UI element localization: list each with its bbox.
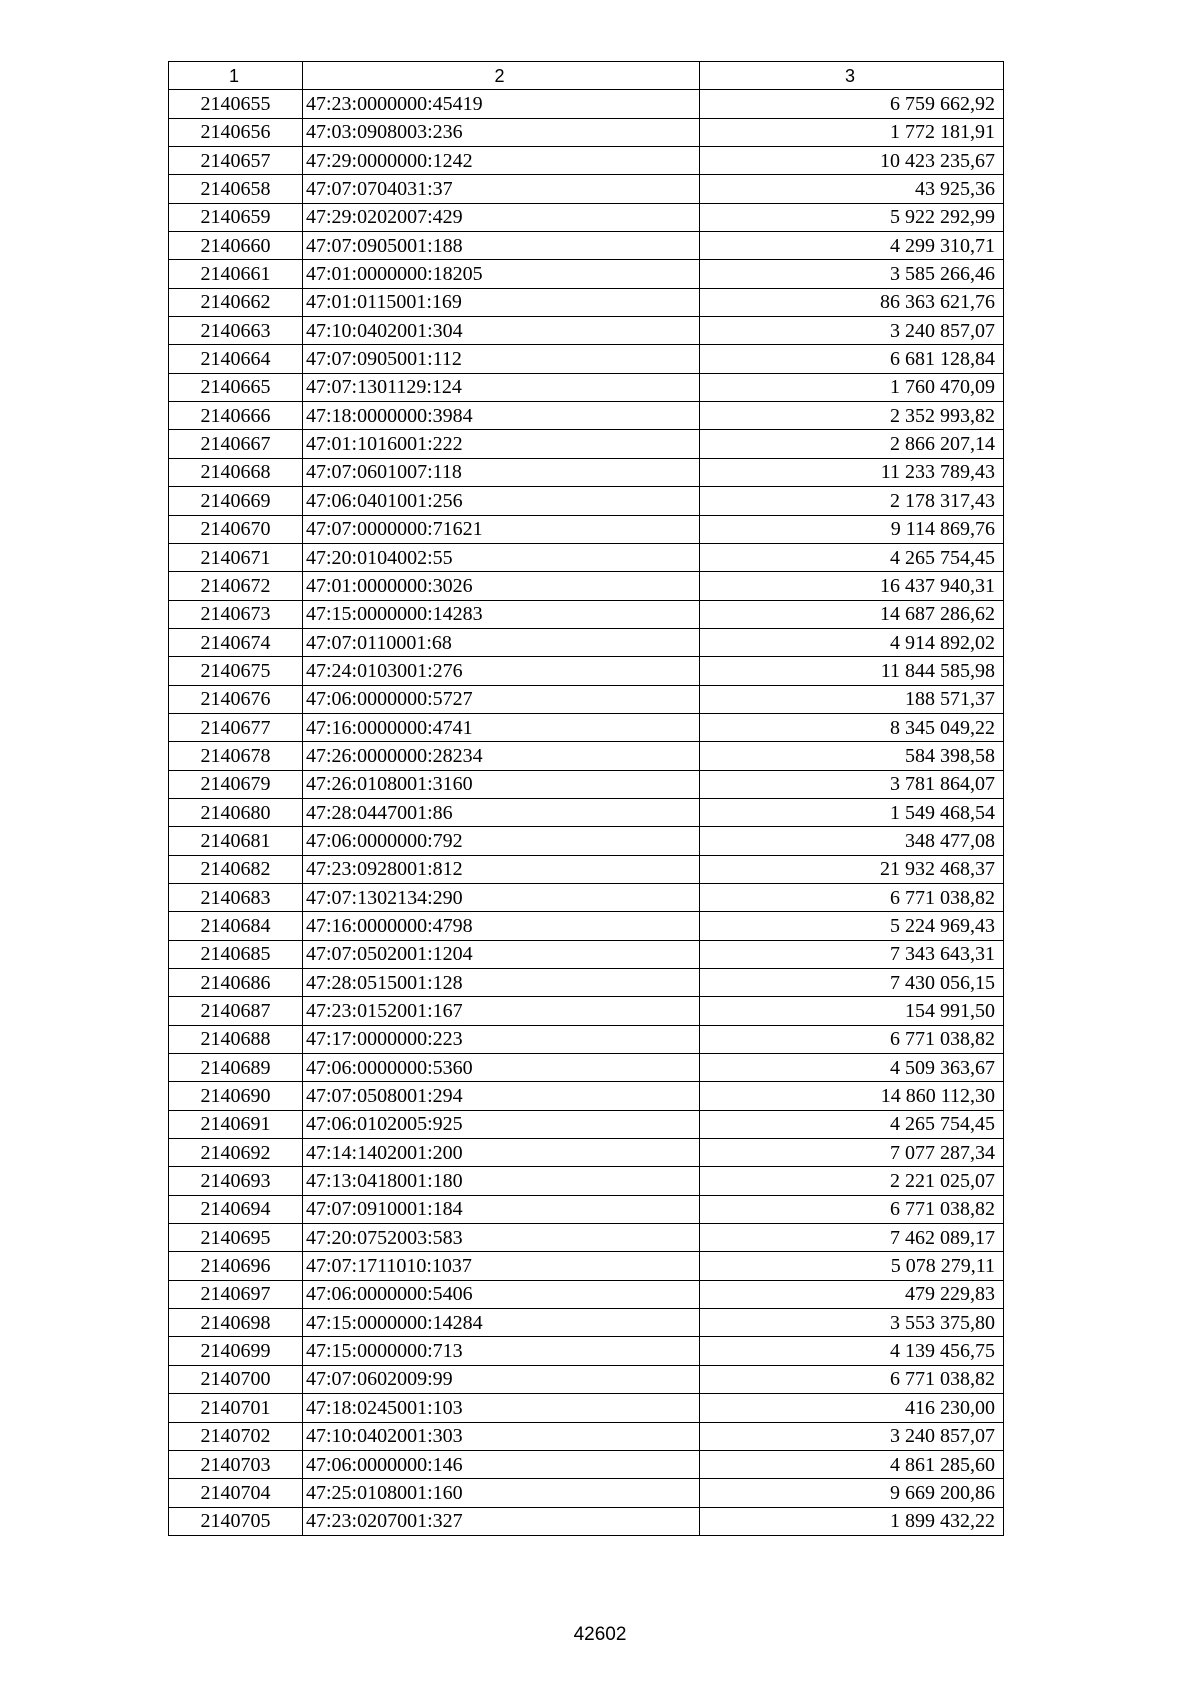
table-row [169,713,1004,741]
table-row [169,1394,1004,1422]
cadastral-number-cell: 47:07:1301129:124 [303,373,700,401]
cadastral-number-cell: 47:06:0102005:925 [303,1110,700,1138]
value-cell: 1 899 432,22 [700,1507,1004,1535]
cadastral-number-cell: 47:17:0000000:223 [303,1025,700,1053]
value-cell: 3 781 864,07 [700,770,1004,798]
cadastral-number-cell: 47:06:0000000:146 [303,1450,700,1478]
row-number-cell: 2140695 [169,1224,303,1252]
value-cell: 3 553 375,80 [700,1309,1004,1337]
value-cell: 479 229,83 [700,1280,1004,1308]
cadastral-number-cell: 47:07:0704031:37 [303,175,700,203]
cadastral-number-cell: 47:23:0207001:327 [303,1507,700,1535]
row-number-cell: 2140693 [169,1167,303,1195]
header-cell-3: 3 [700,62,1004,90]
cadastral-number-cell: 47:06:0000000:5727 [303,685,700,713]
value-cell: 416 230,00 [700,1394,1004,1422]
value-cell: 9 114 869,76 [700,515,1004,543]
row-number-cell: 2140677 [169,713,303,741]
cadastral-number-cell: 47:07:0110001:68 [303,628,700,656]
row-number-cell: 2140675 [169,657,303,685]
value-cell: 2 352 993,82 [700,402,1004,430]
cadastral-number-cell: 47:14:1402001:200 [303,1139,700,1167]
table-row [169,1422,1004,1450]
value-cell: 10 423 235,67 [700,147,1004,175]
cadastral-number-cell: 47:26:0108001:3160 [303,770,700,798]
table-body [169,90,1004,1536]
cadastral-number-cell: 47:28:0447001:86 [303,798,700,826]
row-number-cell: 2140661 [169,260,303,288]
table-row [169,798,1004,826]
table-row [169,572,1004,600]
row-number-cell: 2140701 [169,1394,303,1422]
cadastral-number-cell: 47:07:0910001:184 [303,1195,700,1223]
row-number-cell: 2140685 [169,940,303,968]
table-row [169,430,1004,458]
value-cell: 6 771 038,82 [700,883,1004,911]
row-number-cell: 2140674 [169,628,303,656]
value-cell: 4 265 754,45 [700,543,1004,571]
row-number-cell: 2140680 [169,798,303,826]
row-number-cell: 2140686 [169,969,303,997]
cadastral-number-cell: 47:23:0152001:167 [303,997,700,1025]
row-number-cell: 2140669 [169,487,303,515]
table-row [169,685,1004,713]
value-cell: 21 932 468,37 [700,855,1004,883]
table-row [169,827,1004,855]
table-row [169,515,1004,543]
cadastral-number-cell: 47:07:1711010:1037 [303,1252,700,1280]
row-number-cell: 2140679 [169,770,303,798]
cadastral-number-cell: 47:07:0000000:71621 [303,515,700,543]
cadastral-number-cell: 47:15:0000000:14284 [303,1309,700,1337]
row-number-cell: 2140705 [169,1507,303,1535]
value-cell: 6 759 662,92 [700,90,1004,118]
row-number-cell: 2140684 [169,912,303,940]
cadastral-number-cell: 47:23:0928001:812 [303,855,700,883]
table-row [169,1167,1004,1195]
row-number-cell: 2140655 [169,90,303,118]
row-number-cell: 2140670 [169,515,303,543]
table-row [169,458,1004,486]
row-number-cell: 2140704 [169,1479,303,1507]
table-row [169,543,1004,571]
value-cell: 4 861 285,60 [700,1450,1004,1478]
row-number-cell: 2140664 [169,345,303,373]
table-row [169,317,1004,345]
table-row [169,1195,1004,1223]
row-number-cell: 2140692 [169,1139,303,1167]
table-row [169,1450,1004,1478]
cadastral-number-cell: 47:26:0000000:28234 [303,742,700,770]
value-cell: 9 669 200,86 [700,1479,1004,1507]
value-cell: 1 549 468,54 [700,798,1004,826]
table-row [169,1479,1004,1507]
table-row [169,855,1004,883]
table-row [169,1054,1004,1082]
cadastral-number-cell: 47:07:0508001:294 [303,1082,700,1110]
value-cell: 154 991,50 [700,997,1004,1025]
row-number-cell: 2140668 [169,458,303,486]
value-cell: 7 077 287,34 [700,1139,1004,1167]
row-number-cell: 2140667 [169,430,303,458]
cadastral-number-cell: 47:01:0000000:18205 [303,260,700,288]
cadastral-number-cell: 47:03:0908003:236 [303,118,700,146]
cadastral-number-cell: 47:07:0502001:1204 [303,940,700,968]
cadastral-number-cell: 47:25:0108001:160 [303,1479,700,1507]
value-cell: 5 922 292,99 [700,203,1004,231]
cadastral-number-cell: 47:07:0602009:99 [303,1365,700,1393]
cadastral-number-cell: 47:01:0000000:3026 [303,572,700,600]
cadastral-number-cell: 47:24:0103001:276 [303,657,700,685]
cadastral-number-cell: 47:16:0000000:4798 [303,912,700,940]
header-cell-2: 2 [303,62,700,90]
cadastral-number-cell: 47:01:0115001:169 [303,288,700,316]
row-number-cell: 2140699 [169,1337,303,1365]
value-cell: 14 860 112,30 [700,1082,1004,1110]
table-row [169,203,1004,231]
value-cell: 6 681 128,84 [700,345,1004,373]
cadastral-number-cell: 47:13:0418001:180 [303,1167,700,1195]
value-cell: 3 240 857,07 [700,1422,1004,1450]
row-number-cell: 2140694 [169,1195,303,1223]
value-cell: 6 771 038,82 [700,1025,1004,1053]
value-cell: 7 430 056,15 [700,969,1004,997]
value-cell: 6 771 038,82 [700,1365,1004,1393]
table-row [169,1082,1004,1110]
table-row [169,600,1004,628]
row-number-cell: 2140698 [169,1309,303,1337]
value-cell: 86 363 621,76 [700,288,1004,316]
cadastral-number-cell: 47:10:0402001:304 [303,317,700,345]
table-row [169,770,1004,798]
cadastral-number-cell: 47:15:0000000:14283 [303,600,700,628]
value-cell: 3 240 857,07 [700,317,1004,345]
table-row [169,147,1004,175]
value-cell: 4 299 310,71 [700,232,1004,260]
row-number-cell: 2140678 [169,742,303,770]
table-row [169,175,1004,203]
cadastral-number-cell: 47:01:1016001:222 [303,430,700,458]
value-cell: 1 760 470,09 [700,373,1004,401]
cadastral-number-cell: 47:29:0000000:1242 [303,147,700,175]
table-row [169,232,1004,260]
cadastral-number-cell: 47:06:0000000:792 [303,827,700,855]
row-number-cell: 2140676 [169,685,303,713]
table-row [169,288,1004,316]
value-cell: 16 437 940,31 [700,572,1004,600]
value-cell: 7 343 643,31 [700,940,1004,968]
table-row [169,969,1004,997]
table-row [169,912,1004,940]
value-cell: 2 866 207,14 [700,430,1004,458]
table-row [169,883,1004,911]
cadastral-number-cell: 47:07:1302134:290 [303,883,700,911]
row-number-cell: 2140663 [169,317,303,345]
row-number-cell: 2140696 [169,1252,303,1280]
row-number-cell: 2140703 [169,1450,303,1478]
cadastral-number-cell: 47:06:0000000:5360 [303,1054,700,1082]
row-number-cell: 2140689 [169,1054,303,1082]
cadastral-number-cell: 47:10:0402001:303 [303,1422,700,1450]
row-number-cell: 2140656 [169,118,303,146]
row-number-cell: 2140690 [169,1082,303,1110]
row-number-cell: 2140660 [169,232,303,260]
table-row [169,1365,1004,1393]
cadastral-number-cell: 47:23:0000000:45419 [303,90,700,118]
row-number-cell: 2140659 [169,203,303,231]
cadastral-number-cell: 47:20:0752003:583 [303,1224,700,1252]
value-cell: 4 139 456,75 [700,1337,1004,1365]
value-cell: 4 265 754,45 [700,1110,1004,1138]
row-number-cell: 2140665 [169,373,303,401]
table-row [169,90,1004,118]
value-cell: 348 477,08 [700,827,1004,855]
cadastral-number-cell: 47:06:0000000:5406 [303,1280,700,1308]
row-number-cell: 2140691 [169,1110,303,1138]
row-number-cell: 2140658 [169,175,303,203]
row-number-cell: 2140657 [169,147,303,175]
row-number-cell: 2140687 [169,997,303,1025]
table-row [169,1252,1004,1280]
row-number-cell: 2140671 [169,543,303,571]
cadastral-number-cell: 47:15:0000000:713 [303,1337,700,1365]
page-number: 42602 [573,1624,627,1645]
row-number-cell: 2140700 [169,1365,303,1393]
cadastral-number-cell: 47:07:0905001:112 [303,345,700,373]
table-row [169,260,1004,288]
value-cell: 11 233 789,43 [700,458,1004,486]
table-row [169,940,1004,968]
row-number-cell: 2140702 [169,1422,303,1450]
row-number-cell: 2140672 [169,572,303,600]
cadastral-number-cell: 47:20:0104002:55 [303,543,700,571]
table-row [169,1110,1004,1138]
table-row [169,742,1004,770]
table-row [169,373,1004,401]
table-row [169,1139,1004,1167]
cadastral-number-cell: 47:18:0245001:103 [303,1394,700,1422]
row-number-cell: 2140697 [169,1280,303,1308]
table-row [169,1224,1004,1252]
row-number-cell: 2140682 [169,855,303,883]
cadastral-number-cell: 47:06:0401001:256 [303,487,700,515]
value-cell: 5 224 969,43 [700,912,1004,940]
cadastral-number-cell: 47:28:0515001:128 [303,969,700,997]
header-row [169,62,1004,90]
header-cell-1: 1 [169,62,303,90]
value-cell: 11 844 585,98 [700,657,1004,685]
cadastral-number-cell: 47:16:0000000:4741 [303,713,700,741]
table-row [169,345,1004,373]
row-number-cell: 2140683 [169,883,303,911]
table-row [169,118,1004,146]
value-cell: 3 585 266,46 [700,260,1004,288]
value-cell: 2 221 025,07 [700,1167,1004,1195]
value-cell: 1 772 181,91 [700,118,1004,146]
cadastral-number-cell: 47:29:0202007:429 [303,203,700,231]
row-number-cell: 2140662 [169,288,303,316]
value-cell: 188 571,37 [700,685,1004,713]
row-number-cell: 2140681 [169,827,303,855]
row-number-cell: 2140666 [169,402,303,430]
table-row [169,1280,1004,1308]
table-header [169,62,1004,90]
table-row [169,1025,1004,1053]
value-cell: 5 078 279,11 [700,1252,1004,1280]
table-row [169,1507,1004,1535]
table-row [169,1309,1004,1337]
value-cell: 43 925,36 [700,175,1004,203]
row-number-cell: 2140673 [169,600,303,628]
table-row [169,487,1004,515]
cadastral-number-cell: 47:07:0905001:188 [303,232,700,260]
value-cell: 6 771 038,82 [700,1195,1004,1223]
table-row [169,402,1004,430]
table-row [169,997,1004,1025]
data-table [168,61,1004,1536]
cadastral-number-cell: 47:18:0000000:3984 [303,402,700,430]
value-cell: 2 178 317,43 [700,487,1004,515]
value-cell: 8 345 049,22 [700,713,1004,741]
table-row [169,657,1004,685]
value-cell: 4 914 892,02 [700,628,1004,656]
value-cell: 584 398,58 [700,742,1004,770]
value-cell: 4 509 363,67 [700,1054,1004,1082]
value-cell: 7 462 089,17 [700,1224,1004,1252]
table-row [169,628,1004,656]
cadastral-number-cell: 47:07:0601007:118 [303,458,700,486]
table-row [169,1337,1004,1365]
row-number-cell: 2140688 [169,1025,303,1053]
value-cell: 14 687 286,62 [700,600,1004,628]
